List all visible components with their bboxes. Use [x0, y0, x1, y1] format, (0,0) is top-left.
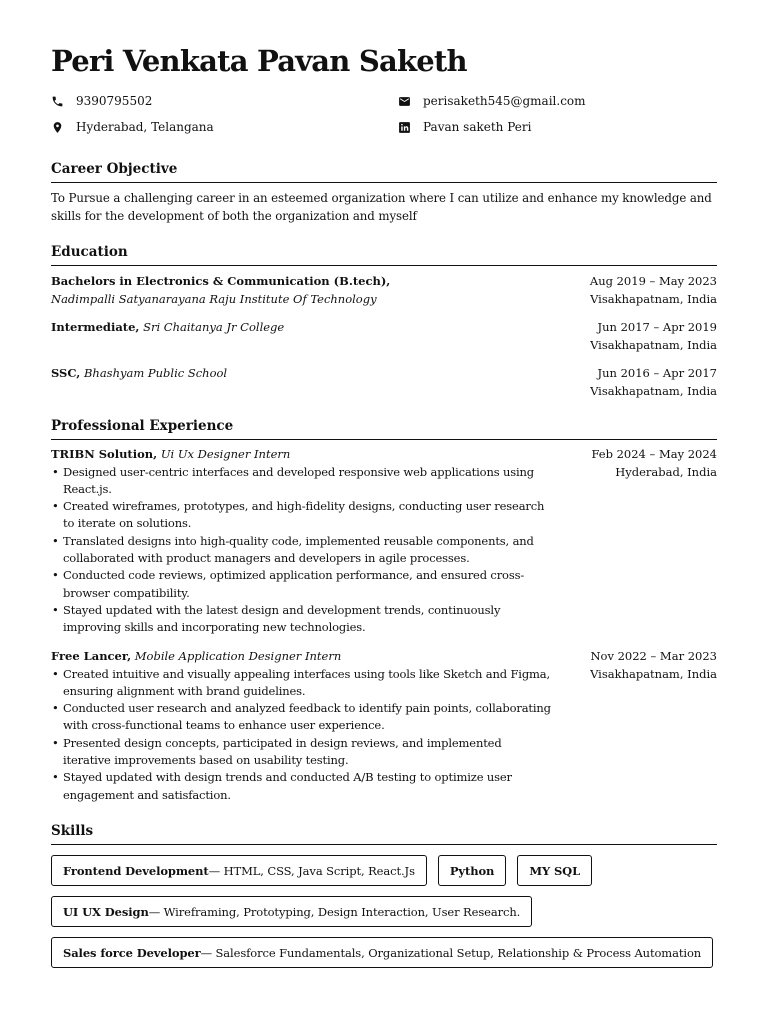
skill-detail: — Salesforce Fundamentals, Organizational Setup, Relationship & Process Automation	[200, 945, 702, 960]
section-title: Skills	[51, 823, 717, 845]
section-title: Education	[51, 244, 717, 266]
experience-section	[51, 418, 717, 818]
company: Free Lancer,	[51, 649, 132, 663]
school: Bhashyam Public School	[83, 366, 228, 380]
skill-tag	[51, 937, 713, 968]
career-objective-section	[51, 161, 717, 225]
list-item: • Translated designs into high-quality code, implemented reusable components, and collaborated with product managers and developers in agile processes.	[51, 533, 551, 568]
objective-text: To Pursue a challenging career in an esteemed organization where I can utilize and enhance my knowledge and skills for the development of both the organization and myself	[51, 191, 712, 223]
skill-name: Frontend Development	[63, 863, 209, 878]
skill-name: Python	[449, 863, 495, 878]
school: Nadimpalli Satyanarayana Raju Institute Of Technology	[51, 291, 377, 306]
skills-list	[51, 855, 731, 978]
section-title: Professional Experience	[51, 418, 717, 440]
linkedin-icon	[398, 121, 411, 134]
list-item: • Created wireframes, prototypes, and high-fidelity designs, conducting user research to iterate on solutions.	[51, 498, 551, 533]
place: Visakhapatnam, India	[590, 337, 717, 352]
place: Visakhapatnam, India	[590, 383, 717, 398]
candidate-name: Peri Venkata Pavan Saketh	[51, 44, 467, 78]
list-item: • Created intuitive and visually appealing interfaces using tools like Sketch and Figma, ensuring alignment with brand guidelines.	[51, 666, 551, 701]
degree: Intermediate,	[51, 320, 140, 334]
list-item: • Conducted code reviews, optimized application performance, and ensured cross-browser compatibility.	[51, 567, 551, 602]
skill-detail: — Wireframing, Prototyping, Design Interaction, User Research.	[148, 904, 521, 919]
skill-detail: — HTML, CSS, Java Script, React.Js	[208, 863, 415, 878]
dates: Jun 2016 – Apr 2017	[597, 366, 717, 380]
school: Sri Chaitanya Jr College	[143, 320, 285, 334]
role: Ui Ux Designer Intern	[160, 447, 291, 461]
skill-tag	[517, 855, 592, 886]
company: TRIBN Solution,	[51, 447, 158, 461]
list-item: • Designed user-centric interfaces and developed responsive web applications using React.js.	[51, 464, 551, 499]
location-text: Hyderabad, Telangana	[76, 120, 214, 134]
place: Hyderabad, India	[615, 464, 717, 479]
skill-name: MY SQL	[529, 863, 581, 878]
list-item: • Conducted user research and analyzed feedback to identify pain points, collaborating with cross-functional teams to enhance user experience.	[51, 700, 551, 735]
skill-tag	[51, 896, 532, 927]
skill-tag	[51, 855, 427, 886]
contact-phone	[51, 94, 152, 108]
place: Visakhapatnam, India	[590, 666, 717, 681]
skill-name: Sales force Developer	[63, 945, 201, 960]
place: Visakhapatnam, India	[590, 291, 717, 306]
contact-location	[51, 120, 214, 134]
list-item: • Presented design concepts, participated in design reviews, and implemented iterative improvements based on usability testing.	[51, 735, 551, 770]
location-pin-icon	[51, 121, 64, 134]
linkedin-link[interactable]: Pavan saketh Peri	[423, 120, 532, 134]
degree: Bachelors in Electronics & Communication (B.tech),	[51, 274, 391, 288]
contact-email	[398, 94, 586, 108]
education-section	[51, 244, 717, 404]
bullet-list	[51, 464, 551, 637]
list-item: • Stayed updated with design trends and conducted A/B testing to optimize user engagement and satisfaction.	[51, 769, 551, 804]
degree: SSC,	[51, 366, 81, 380]
phone-number[interactable]: 9390795502	[76, 94, 153, 108]
dates: Aug 2019 – May 2023	[589, 274, 717, 288]
dates: Jun 2017 – Apr 2019	[597, 320, 717, 334]
bullet-list	[51, 666, 551, 804]
skill-name: UI UX Design	[63, 904, 149, 919]
skill-tag	[438, 855, 506, 886]
list-item: • Stayed updated with the latest design and development trends, continuously improving skills and incorporating new technologies.	[51, 602, 551, 637]
contact-linkedin	[398, 120, 531, 134]
dates: Feb 2024 – May 2024	[591, 447, 717, 461]
section-title: Career Objective	[51, 161, 717, 183]
dates: Nov 2022 – Mar 2023	[590, 649, 717, 663]
envelope-icon	[398, 95, 411, 108]
email-link[interactable]: perisaketh545@gmail.com	[423, 94, 586, 108]
skills-section	[51, 823, 717, 845]
phone-icon	[51, 95, 64, 108]
role: Mobile Application Designer Intern	[134, 649, 342, 663]
